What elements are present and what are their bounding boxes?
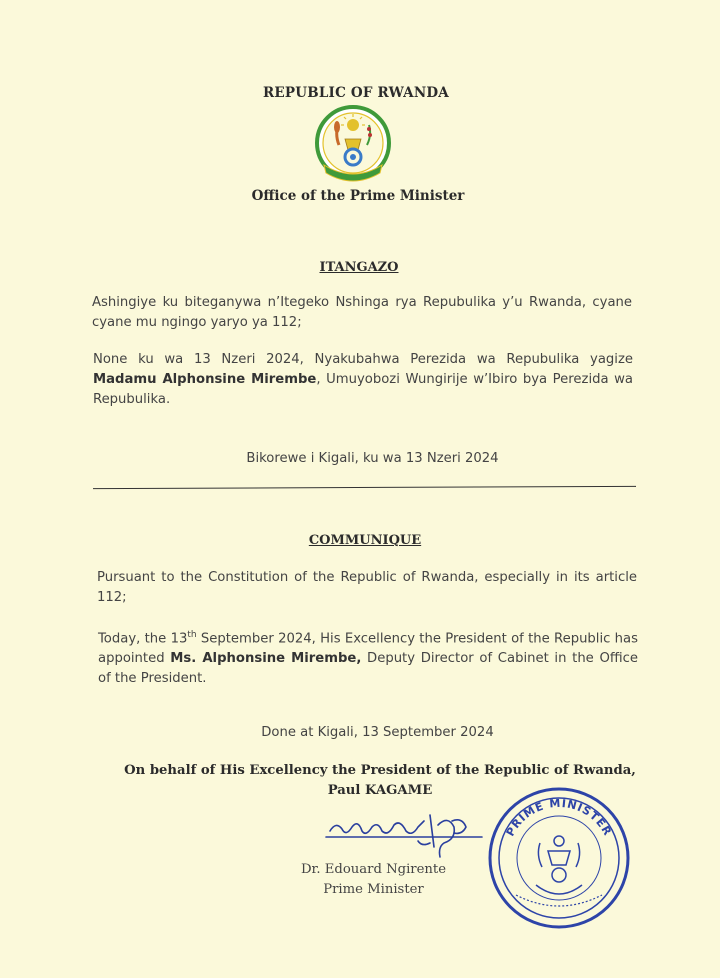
itangazo-appointee-name: Madamu Alphonsine Mirembe (93, 372, 317, 387)
communique-place-date: Done at Kigali, 13 September 2024 (261, 725, 494, 740)
national-emblem-icon (314, 103, 392, 187)
itangazo-p2-text: None ku wa 13 Nzeri 2024, Nyakubahwa Perezida wa Repubulika yagize (93, 352, 633, 367)
stamp-text: PRIME MINISTER (503, 796, 615, 839)
itangazo-paragraph-1: Ashingiye ku biteganywa n’Itegeko Nshinga rya Repubulika y’u Rwanda, cyane cyane mu ngingo yaryo ya 112; (92, 295, 632, 330)
president-name: Paul KAGAME (327, 783, 433, 798)
communique-p2-sup: th (187, 630, 197, 640)
communique-paragraph-1: Pursuant to the Constitution of the Republic of Rwanda, especially in its article 112; (97, 570, 637, 605)
prime-minister-stamp (486, 785, 632, 931)
itangazo-heading: ITANGAZO (319, 260, 399, 275)
section-divider (93, 486, 636, 489)
office-title: Office of the Prime Minister (251, 188, 465, 204)
signer-name: Dr. Edouard Ngirente (300, 862, 447, 877)
svg-text:PRIME MINISTER (504, 797, 615, 839)
itangazo-place-date: Bikorewe i Kigali, ku wa 13 Nzeri 2024 (246, 451, 499, 466)
communique-heading: COMMUNIQUE (308, 533, 422, 548)
communique-paragraph-2 (98, 625, 638, 689)
communique-p2-c: Deputy Director of Cabinet in the Office of the President. (98, 651, 638, 687)
signer-title: Prime Minister (323, 882, 424, 897)
country-title: REPUBLIC OF RWANDA (263, 85, 449, 101)
itangazo-p2-rest: , Umuyobozi Wungirije w’Ibiro bya Perezida wa Repubulika. (93, 372, 633, 407)
communique-appointee-name: Ms. Alphonsine Mirembe, (170, 651, 362, 667)
communique-p2-a: Today, the 13 (98, 631, 188, 647)
signature-mark (322, 807, 488, 865)
itangazo-paragraph-2 (93, 350, 633, 410)
communique-p2-b: September 2024, His Excellency the President of the Republic has appointed (98, 631, 638, 667)
on-behalf-line: On behalf of His Excellency the President of the Republic of Rwanda, (124, 763, 636, 778)
signer-block (286, 860, 461, 900)
